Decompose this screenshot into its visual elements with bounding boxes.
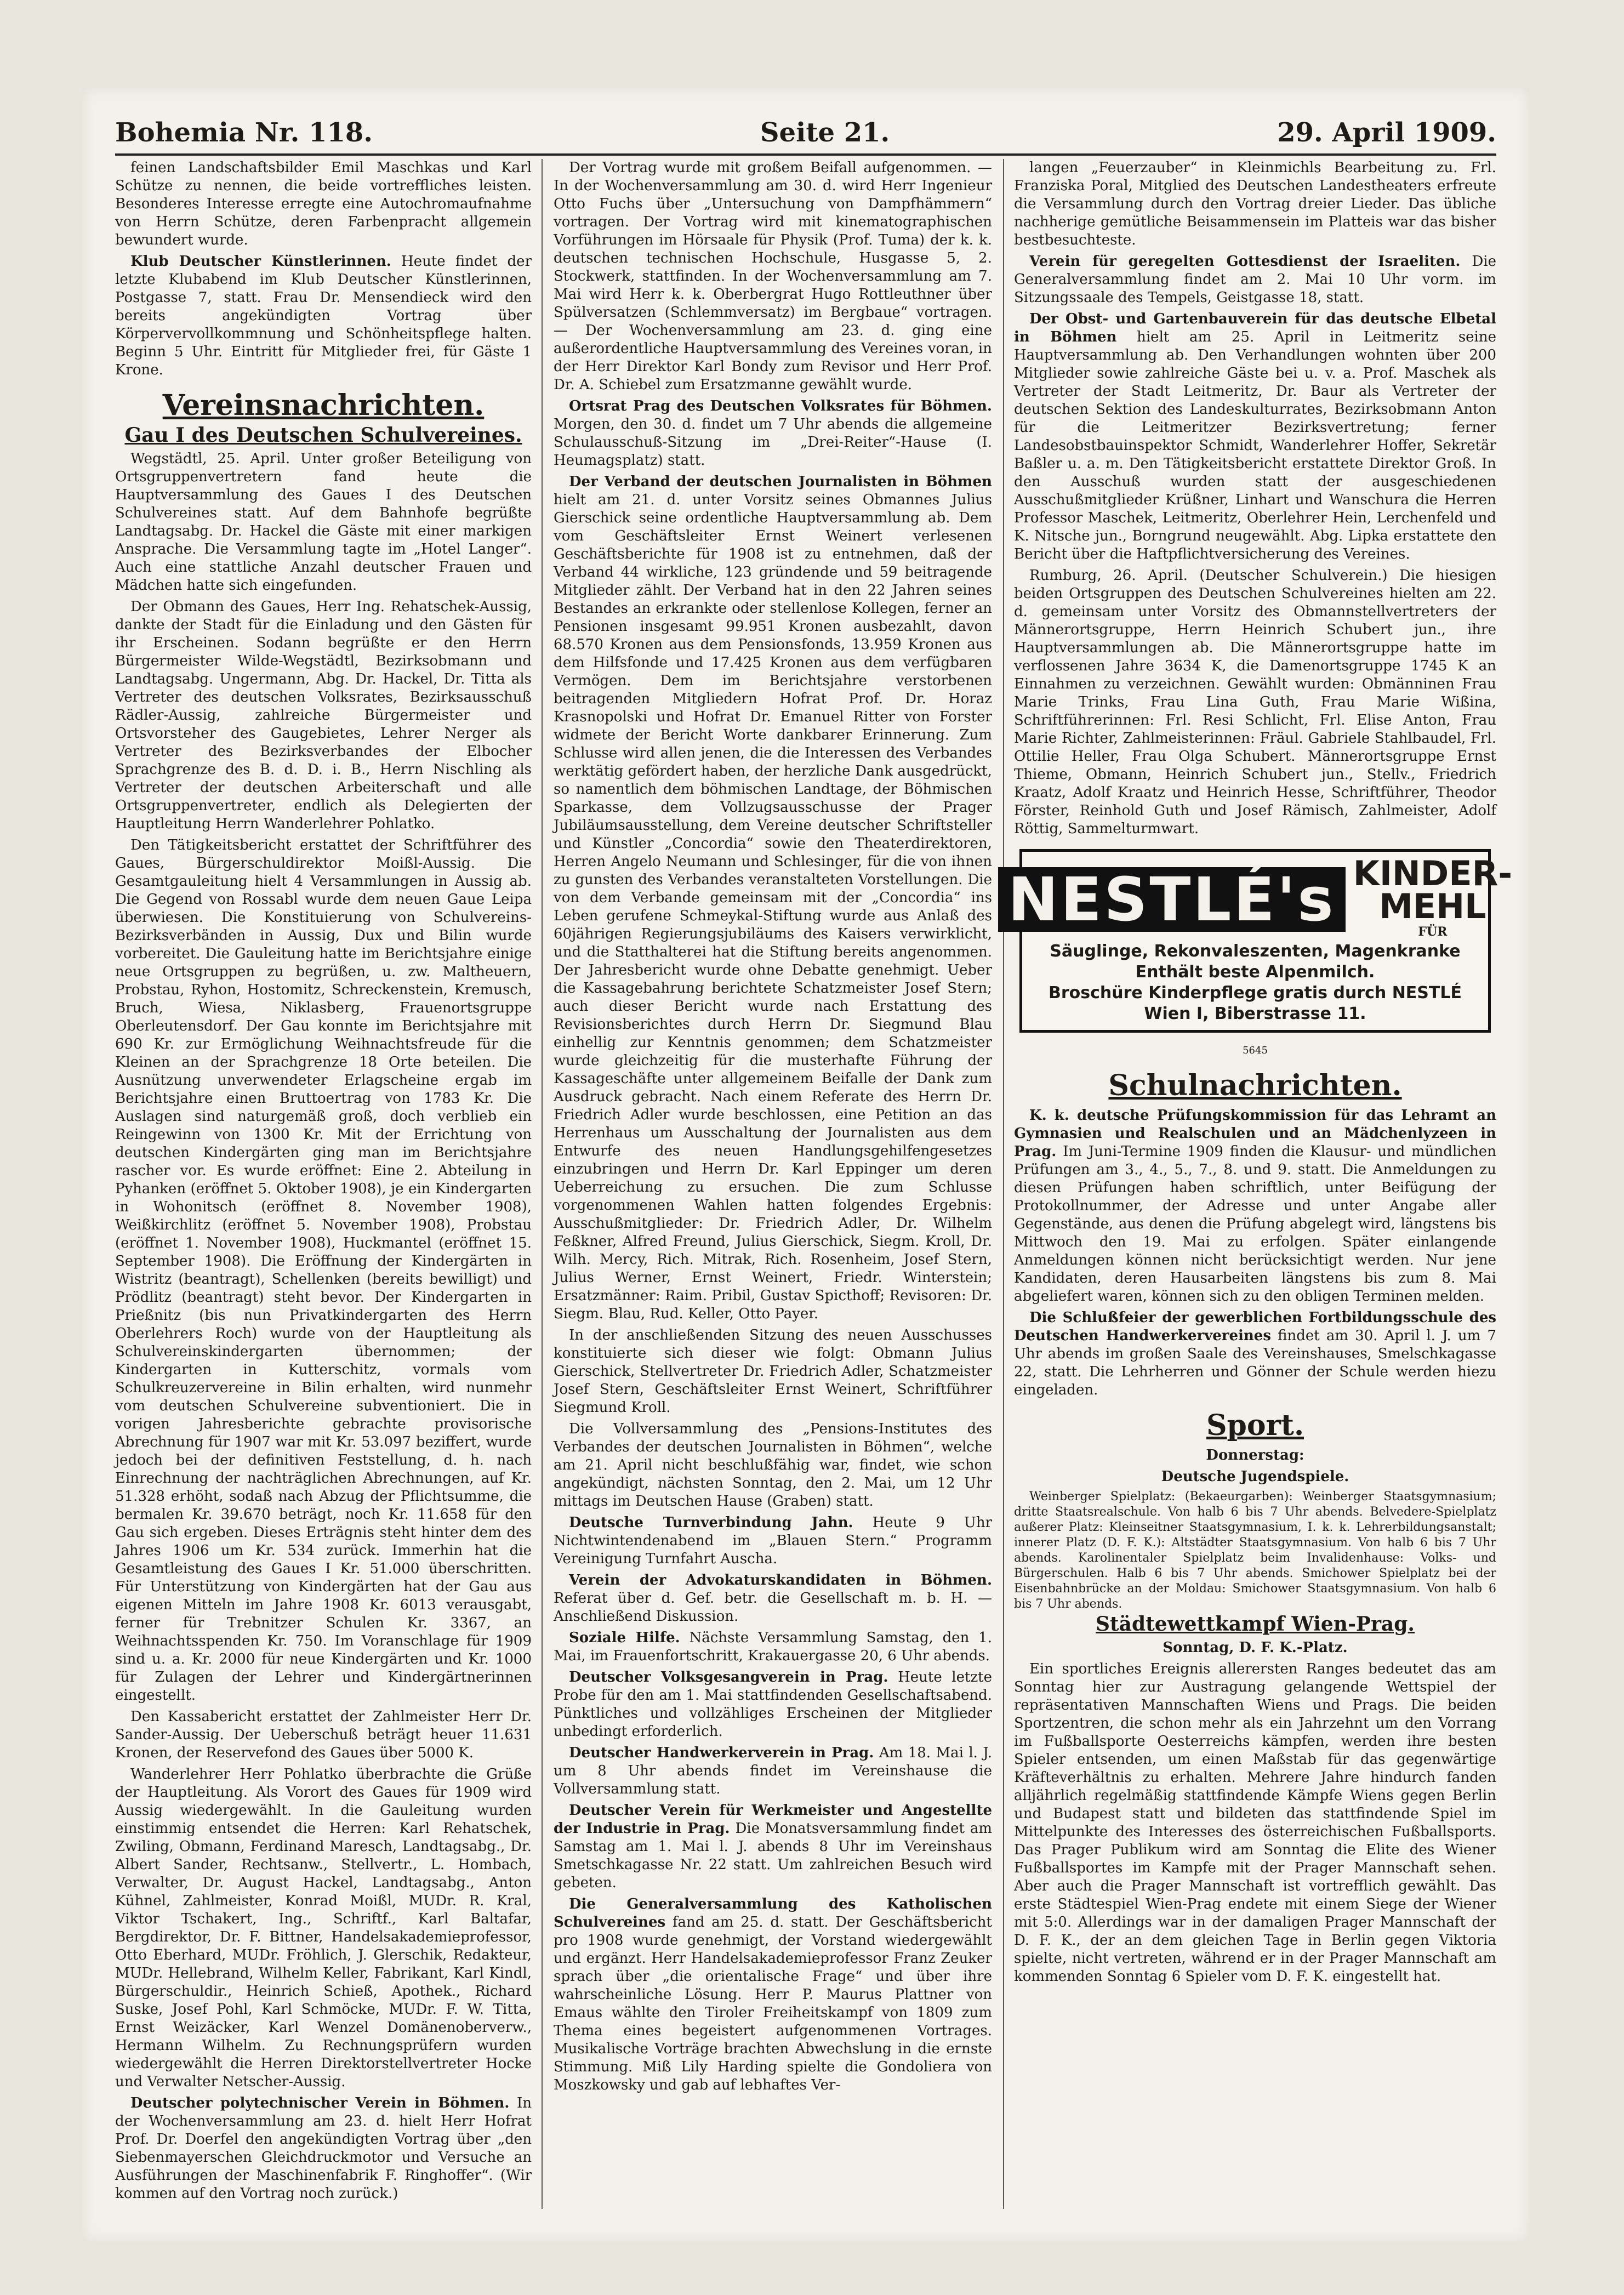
article-paragraph (554, 1629, 992, 1665)
article-paragraph (554, 1895, 992, 2094)
article-heading: Der Verband der deutschen Journalisten in Böhmen (569, 474, 992, 490)
article-text: Im Juni-Termine 1909 finden die Klausur- und mündlichen Prüfungen am 3., 4., 5., 7., 8. und 9. statt. Die Anmeldungen zu diesen Prüfungen haben schriftlich, unter Beifügung der Protokollnummer, der Adresse und unter Angabe aller Gegenstände, aus denen die Prüfung abgelegt wird, längstens bis Mittwoch den 19. Mai zu erfolgen. Später einlangende Anmeldungen können nicht berücksichtigt werden. Nur jene Kandidaten, deren Hausarbeiten längstens bis zum 8. Mai abgeliefert waren, können sich zu den obligen Terminen melden. (1014, 1143, 1497, 1305)
article-paragraph (1014, 253, 1496, 307)
article-heading: Deutscher Volksgesangverein in Prag. (569, 1669, 888, 1685)
article-paragraph (554, 397, 992, 470)
article-heading: Deutsche Turnverbindung Jahn. (569, 1514, 853, 1531)
column-rule (1003, 159, 1004, 2209)
column-1 (115, 159, 532, 2209)
header-date: 29. April 1909. (1277, 117, 1496, 148)
nestle-advertisement (1007, 849, 1513, 1033)
article-heading: Deutscher Handwerkerverein in Prag. (569, 1745, 874, 1761)
article-paragraph (1014, 310, 1496, 563)
article-text: Den Kassabericht erstattet der Zahlmeister Herr Dr. Sander-Aussig. Der Ueberschuß beträgt heuer 11.631 Kronen, der Reservefond des Gaues über 5000 K. (115, 1709, 532, 1761)
ad-line: Broschüre Kinderpflege gratis durch NESTLÉ (1049, 983, 1462, 1003)
ad-line: Säuglinge, Rekonvaleszenten, Magenkranke (1050, 942, 1461, 961)
ad-line: Enthält beste Alpenmilch. (1135, 963, 1375, 982)
article-paragraph (115, 253, 532, 379)
article-text: Rumburg, 26. April. (Deutscher Schulverein.) Die hiesigen beiden Ortsgruppen des Deutschen Schulvereines hielten am 22. d. gemeinsam unter Vorsitz des Obmannstellvertreters der Männerortsgruppe, Herrn Heinrich Schubert jun., ihre Hauptversammlungen ab. Die Männerortsgruppe hatte im verflossenen Jahre 3634 K, die Damenortsgruppe 1745 K an Einnahmen zu verzeichnen. Gewählt wurden: Obmänninen Frau Marie Trinks, Frau Lina Guth, Frau Marie Wißina, Schriftführerinnen: Frl. Resi Schlicht, Frl. Elise Anton, Frau Marie Richter, Zahlmeisterinnen: Fräul. Gabriele Stahlbaudel, Frl. Ottilie Heller, Frau Olga Schubert. Männerortsgruppe Ernst Thieme, Obmann, Heinrich Schubert jun., Stellv., Friedrich Kraatz, Adolf Kraatz und Heinrich Hesse, Schriftführer, Theodor Förster, Reinhold Guth und Josef Rämisch, Zahlmeister, Adolf Röttig, Sammelturmwart. (1014, 567, 1496, 837)
section-title: Vereinsnachrichten. (162, 389, 485, 422)
article-heading: K. k. deutsche Prüfungskommission für das Lehramt an Gymnasien und Realschulen und an Mädchenlyzeen in Prag. (1014, 1107, 1496, 1160)
column-3 (1007, 159, 1513, 2209)
article-heading: Deutscher polytechnischer Verein in Böhmen. (130, 2095, 510, 2111)
newspaper-page (82, 88, 1529, 2242)
article-text: fand am 25. d. statt. Der Geschäftsbericht pro 1908 wurde genehmigt, der Vorstand wiedergewählt und ergänzt. Herr Handelsakademieprofessor Franz Zeuker sprach über „die orientalische Frage“ und über ihre wahrscheinliche Lösung. Herr P. Maurus Plattner von Emaus wählte den Tiroler Freiheitskampf von 1809 zum Thema eines begeistert aufgenommenen Vortrages. Musikalische Vorträge brachten Abwechslung in die ernste Stimmung. Miß Lily Harding spielte die Gondoliera von Moszkowsky und gab auf lebhaftes Ver- (554, 1914, 992, 2093)
article-text: Morgen, den 30. d. findet um 7 Uhr abends die allgemeine Schulausschuß-Sitzung im „Drei-Reiter“-Hause (I. Heumagsplatz) statt. (554, 416, 992, 469)
sport-schedule: Weinberger Spielplatz: (Bekaeurgarben): Weinberger Staatsgymnasium; dritte Staatsrealschule. Von halb 6 bis 7 Uhr abends. Belvedere-Spielplatz außerer Platz: Kleinseitner Staatsgymnasium, I. k. k. Lehrerbildungsanstalt; innerer Platz (D. F. K.): Altstädter Staatsgymnasium. Von halb 6 bis 7 Uhr abends. Karolinentaler Spielplatz beim Invalidenhause: Volks- und Bürgerschulen. Halb 6 bis 7 Uhr abends. Smichower Spielplatz bei der Eisenbahnbrücke an der Moldau: Smichower Staatsgymnasium. Von halb 6 bis 7 Uhr abends. (1014, 1490, 1496, 1611)
article-text: Den Tätigkeitsbericht erstattet der Schriftführer des Gaues, Bürgerschuldirektor Moißl-Aussig. Die Gesamtgauleitung hielt 4 Versammlungen in Aussig ab. Die Gegend von Rossabl wurde dem neuen Gaue Leipa überwiesen. Die Konstituierung von Schulvereins-Bezirksverbänden in Aussig, Dux und Bilin wurde vorbereitet. Die Gauleitung hatte im Berichtsjahre einige neue Ortsgruppen zu begrüßen, u. zw. Maltheuern, Probstau, Ryhon, Hostomitz, Schreckenstein, Kremusch, Bruch, Wiesa, Niklasberg, Frauenortsgruppe Oberleutensdorf. Der Gau konnte im Berichtsjahre mit 690 Kr. zur Ermöglichung Weihnachtsfreude für die Kleinen an der Sprachgrenze 18 Orte beteilen. Die Ausnützung unverwendeter Erlagscheine ergab im Berichtsjahre einen Bruttoertrag von 1783 Kr. Die Auslagen sind naturgemäß groß, doch verblieb ein Reingewinn von 1300 Kr. Mit der Errichtung von deutschen Kindergärten ging man im Berichtsjahre rascher vor. Es wurde eröffnet: Eine 2. Abteilung in Pyhanken (eröffnet 5. Oktober 1908), je ein Kindergarten in Wohonitsch (eröffnet 8. November 1908), Weißkirchlitz (eröffnet 5. November 1908), Probstau (eröffnet 1. November 1908), Huckmantel (eröffnet 15. September 1908). Die Eröffnung der Kindergärten in Wistritz (beantragt), Schellenken (bereits bewilligt) und Prödlitz (beantragt) steht bevor. Der Kindergarten in Prießnitz (bis nun Privatkindergarten des Herrn Oberlehrers Roch) wurde von der Hauptleitung als Schulvereinskindergarten übernommen; der Kindergarten in Kutterschitz, vormals vom Schulkreuzervereine in Bilin erhalten, wird nunmehr vom deutschen Schulvereine subventioniert. Die in vorigen Jahresberichte gebrachte provisorische Abrechnung für 1907 war mit Kr. 53.097 beziffert, wurde jedoch bei der definitiven Feststellung, d. h. nach Einrechnung der nachträglichen Abrechnungen, auf Kr. 51.328 erhöht, sodaß nach Abzug der Pflichtsumme, die bermalen Kr. 39.670 beträgt, noch Kr. 11.658 für den Gau sich ergeben. Dieses Erträgnis steht hinter dem des Jahres 1906 um Kr. 534 zurück. Immerhin hat die Gesamtleistung des Gaues I Kr. 51.000 überschritten. Für Unterstützung von Kindergärten hat der Gau aus eigenen Mitteln im Jahre 1908 Kr. 6013 verausgabt, ferner für Trebnitzer Schulen Kr. 3367, an Weihnachtsspenden Kr. 750. Im Voranschlage für 1909 sind u. a. Kr. 2000 für neue Kindergärten und Kr. 1000 für Zulagen der Lehrer und Kindergärtnerinnen eingestellt. (115, 837, 532, 1704)
article-heading: Der Obst- und Gartenbauverein für das deutsche Elbetal in Böhmen (1014, 311, 1496, 345)
article-paragraph (1014, 1107, 1496, 1306)
ad-line: Wien I, Biberstrasse 11. (1144, 1004, 1366, 1023)
column-rule (542, 159, 543, 2209)
article-text: hielt am 25. April in Leitmeritz seine Hauptversammlung ab. Den Verhandlungen wohnten über 200 Mitglieder sowie zahlreiche Gäste bei u. v. a. Prof. Maschek als Vertreter der Stadt Leitmeritz, Dr. Baur als Vertreter der deutschen Sektion des Landeskulturrates, Bezirksobmann Anton für die Leitmeritzer Bezirksvertretung; ferner Landesobstbauinspektor Schmidt, Wanderlehrer Hoffer, Sekretär Baßler u. a. m. Den Tätigkeitsbericht erstattete Direktor Groß. In den Ausschuß wurden statt der ausgeschiedenen Ausschußmitglieder Krüßner, Linhart und Wanschura die Herren Professor Maschek, Leitmeritz, Oberlehrer Hein, Lerchenfeld und K. Nitsche jun., Borngrund neugewählt. Abg. Lipka erstattete den Bericht über die Haftpflichtversicherung des Vereines. (1014, 329, 1496, 562)
article-text: Der Vortrag wurde mit großem Beifall aufgenommen. — In der Wochenversammlung am 30. d. wird Herr Ingenieur Otto Fuchs über „Untersuchung von Dampfhämmern“ vortragen. Der Vortrag wird mit kinematographischen Vorführungen im Hörsaale für Physik (Prof. Tuma) der k. k. deutschen technischen Hochschule, Husgasse 5, 2. Stockwerk, stattfinden. In der Wochenversammlung am 7. Mai wird Herr k. k. Oberbergrat Hugo Rottleuthner über Spülversatzen (Schlemmversatz) im Bergbaue“ vortragen. — Der Wochenversammlung am 23. d. ging eine außerordentliche Hauptversammlung des Vereines voran, in der Herr Direktor Karl Bondy zum Revisor und Herr Prof. Dr. A. Schiebel zum Ersatzmanne gewählt wurde. (554, 160, 992, 393)
article-text: Nächste Versammlung Samstag, den 1. Mai, im Frauenfortschritt, Krakauergasse 20, 6 Uhr abends. (554, 1630, 992, 1664)
article-heading: Ortsrat Prag des Deutschen Volksrates für Böhmen. (569, 398, 992, 414)
column-2 (554, 159, 992, 2209)
ad-fuer: FÜR (1418, 925, 1448, 939)
ad-code: 5645 (1243, 1045, 1268, 1056)
sport-day: Donnerstag: (1206, 1447, 1304, 1463)
ad-product-line1: KINDER- (1353, 853, 1513, 893)
article-paragraph (554, 1514, 992, 1568)
header-page: Seite 21. (760, 117, 890, 148)
article-text: Die Generalversammlung findet am 2. Mai 10 Uhr vorm. im Sitzungssaale des Tempels, Geistgasse 18, statt. (1014, 253, 1496, 306)
header-issue: Bohemia Nr. 118. (115, 117, 373, 148)
article-text: Wanderlehrer Herr Pohlatko überbrachte die Grüße der Hauptleitung. Als Vorort des Gaues für 1909 wird Aussig wiedergewählt. In die Gauleitung wurden einstimmig entsendet die Herren: Karl Rehatschek, Zwiling, Obmann, Ferdinand Maresch, Landtagsabg., Dr. Albert Sander, Rechtsanw., Stellvertr., L. Hombach, Verwalter, Dr. August Hackel, Landtagsabg., Anton Kühnel, Zahlmeister, Konrad Moißl, MUDr. R. Kral, Viktor Tschakert, Ing., Schriftf., Karl Baltafar, Bergdirektor, Dr. F. Bittner, Handelsakademieprofessor, Otto Eberhard, MUDr. Fröhlich, J. Glerschik, Redakteur, MUDr. Hellebrand, Wilhelm Keller, Fabrikant, Karl Kindl, Bürgerschuldir., Heinrich Schieß, Apothek., Richard Suske, Josef Pohl, Karl Schmöcke, MUDr. F. W. Titta, Ernst Weizäcker, Karl Wenzel Domänenoberverw., Hermann Wilhelm. Zu Rechnungsprüfern wurden wiedergewählt die Herren Direktorstellvertreter Hocke und Verwalter Netscher-Aussig. (115, 1766, 532, 2090)
article-text: Heute 9 Uhr Nichtwintendenabend im „Blauen Stern.“ Programm Vereinigung Turnfahrt Auscha. (554, 1514, 993, 1567)
article-paragraph (554, 473, 992, 1323)
article-text: Am 18. Mai l. J. um 8 Uhr abends findet im Vereinshause die Vollversammlung statt. (554, 1745, 993, 1797)
ad-brand: NESTLÉ's (998, 867, 1346, 932)
page-header (115, 104, 1496, 156)
article-paragraph (554, 1744, 992, 1798)
article-text: Der Obmann des Gaues, Herr Ing. Rehatschek-Aussig, dankte der Stadt für die Einladung und den Gästen für ihr Erscheinen. Sodann begrüßte er den Herrn Bürgermeister Wilde-Wegstädtl, Bezirksobmann und Landtagsabg. Ungermann, Abg. Dr. Hackel, Dr. Titta als Vertreter des deutschen Volksrates, Bezirksausschuß Rädler-Aussig, zahlreiche Bürgermeister und Ortsvorsteher des Gaugebietes, Lehrer Nerger als Vertreter des Bezirksverbandes der Elbocher Sprachgrenze des B. d. D. i. B., Herrn Nischling als Vertreter der deutschen Arbeiterschaft und alle Ortsgruppenvertreter, endlich als Delegierten der Hauptleitung Herrn Wanderlehrer Pohlatko. (115, 599, 532, 832)
article-text: feinen Landschaftsbilder Emil Maschkas und Karl Schütze zu nennen, die beide vortreffliches leisten. Besonderes Interesse erregte eine Autochromaufnahme von Herrn Schütze, deren Farbenpracht allgemein bewundert wurde. (115, 160, 532, 248)
section-title: Schulnachrichten. (1108, 1069, 1402, 1102)
article-text: Wegstädtl, 25. April. Unter großer Beteiligung von Ortsgruppenvertretern fand heute die Hauptversammlung des Gaues I des Deutschen Schulvereines statt. Auf dem Bahnhofe begrüßte Landtagsabg. Dr. Hackel die Gäste mit einer markigen Ansprache. Die Versammlung tagte im „Hotel Langer“. Auch eine stattliche Anzahl deutscher Frauen und Mädchen hatte sich eingefunden. (115, 451, 532, 594)
article-text: Heute letzte Probe für den am 1. Mai stattfindenden Gesellschaftsabend. Pünktliches und vollzähliges Erscheinen der Mitglieder unbedingt erforderlich. (554, 1669, 992, 1740)
event-subtitle: Sonntag, D. F. K.-Platz. (1163, 1639, 1348, 1656)
article-text: Referat über d. Gef. betr. die Gesellschaft m. b. H. — Anschließend Diskussion. (554, 1590, 992, 1625)
article-heading: Soziale Hilfe. (569, 1630, 680, 1646)
article-paragraph (554, 1571, 992, 1626)
article-paragraph (1014, 1309, 1496, 1399)
article-paragraph (554, 1668, 992, 1741)
article-text: In der Wochenversammlung am 23. d. hielt Herr Hofrat Prof. Dr. Doerfel den angekündigten Vortrag über „den Siebenmayerschen Gleichdruckmotor und Versuche an Ausführungen der Maschinenfabrik F. Ringhoffer“. (Wir kommen auf den Vortrag noch zurück.) (115, 2095, 532, 2202)
article-heading: Die Schlußfeier der gewerblichen Fortbildungsschule des Deutschen Handwerkervereines (1014, 1309, 1496, 1344)
article-text: Die Vollversammlung des „Pensions-Institutes des Verbandes der deutschen Journalisten in Böhmen“, welche am 21. April nicht beschlußfähig war, findet, wie schon angekündigt, nächsten Sonntag, den 2. Mai, um 12 Uhr mittags im Deutschen Hause (Graben) statt. (554, 1421, 992, 1510)
article-text: Die Monatsversammlung findet am Samstag am 1. Mai l. J. abends 8 Uhr im Vereinshaus Smetschkagasse Nr. 22 statt. Um zahlreichen Besuch wird gebeten. (554, 1820, 993, 1891)
article-text: langen „Feuerzauber“ in Kleinmichls Bearbeitung zu. Frl. Franziska Poral, Mitglied des Deutschen Landestheaters erfreute die Versammlung durch den Vortrag dreier Lieder. Das übliche nachherige gemütliche Beisammensein im Platteis war das bisher bestbesuchteste. (1014, 160, 1496, 248)
article-text: hielt am 21. d. unter Vorsitz seines Obmannes Julius Gierschick seine ordentliche Hauptversammlung ab. Dem vom Geschäftsleiter Ernst Weinert verlesenen Geschäftsberichte für 1908 ist zu entnehmen, daß der Verband 44 wirkliche, 123 gründende und 59 beitragende Mitglieder zählt. Der Verband hat in den 22 Jahren seines Bestandes an erkrankte oder stellenlose Kollegen, ferner an Pensionen insgesamt 99.951 Kronen ausbezahlt, davon 68.570 Kronen aus dem Pensionsfonds, 13.959 Kronen aus dem Hilfsfonde und 17.425 Kronen aus dem verfügbaren Vermögen. Dem im Berichtsjahre verstorbenen beitragenden Mitgliedern Hofrat Prof. Dr. Horaz Krasnopolski und Hofrat Dr. Emanuel Ritter von Forster widmete der Bericht Worte dankbarer Erinnerung. Zum Schlusse wird allen jenen, die die Interessen des Verbandes werktätig gefördert haben, der herzliche Dank ausgedrückt, so namentlich dem böhmischen Landtage, der Böhmischen Sparkasse, dem Vollzugsausschusse der Prager Jubiläumsausstellung, dem Vereine deutscher Schriftsteller und Künstler „Concordia“ sowie den Theaterdirektoren, Herren Angelo Neumann und Schlesinger, für die von ihnen zu gunsten des Verbandes veranstalteten Vorstellungen. Die von dem Verbande gemeinsam mit der „Concordia“ ins Leben gerufene Schmeykal-Stiftung wurde aus Anlaß des 60jährigen Regierungsjubiläums des Kaisers verwirklicht, und die Statthalterei hat die Stiftung bereits angenommen. Der Jahresbericht wurde ohne Debatte genehmigt. Ueber die Kassagebahrung berichtete Schatzmeister Josef Stern; auch dieser Bericht wurde nach Erstattung des Revisionsberichtes durch Herrn Dr. Siegmund Blau einhellig zur Kenntnis genommen; dem Schatzmeister wurde gleichzeitig für die musterhafte Führung der Kassageschäfte unter allgemeinem Beifalle der Dank zum Ausdruck gebracht. Nach einem Referate des Herrn Dr. Friedrich Adler wurde beschlossen, eine Petition an das Herrenhaus um Ausschaltung der Journalisten aus dem Entwurfe des neuen Handlungsgehilfengesetzes einzubringen und Herrn Dr. Karl Eppinger um deren Ueberreichung zu ersuchen. Die zum Schlusse vorgenommenen Wahlen hatten folgendes Ergebnis: Ausschußmitglieder: Dr. Friedrich Adler, Dr. Wilhelm Feßkner, Alfred Freund, Julius Gierschick, Siegm. Kroll, Dr. Wilh. Mercy, Rich. Mitrak, Rich. Rosenheim, Josef Stern, Julius Werner, Ernst Weinert, Friedr. Winterstein; Ersatzmänner: Raim. Pribil, Gustav Spicthoff; Revisoren: Dr. Siegm. Blau, Rud. Keller, Otto Payer. (554, 492, 992, 1322)
article-heading: Klub Deutscher Künstlerinnen. (130, 253, 391, 270)
article-heading: Die Generalversammlung des Katholischen Schulvereines (554, 1896, 992, 1930)
subsection-title: Gau I des Deutschen Schulvereines. (124, 424, 522, 447)
ad-product-line2: MEHL (1379, 886, 1486, 926)
section-title: Sport. (1206, 1409, 1304, 1442)
article-heading: Deutscher Verein für Werkmeister und Angestellte der Industrie in Prag. (554, 1802, 992, 1837)
ad-product (1353, 853, 1513, 941)
article-paragraph (115, 2094, 532, 2203)
article-paragraph (554, 1802, 992, 1892)
article-text: findet am 30. April l. J. um 7 Uhr abends im großen Saale des Vereinshauses, Smelschkagasse 22, statt. Die Lehrherren und Gönner der Schule werden hiezu eingeladen. (1014, 1328, 1497, 1398)
article-text: Ein sportliches Ereignis allerersten Ranges bedeutet das am Sonntag hier zur Austragung gelangende Wettspiel der repräsentativen Mannschaften Wiens und Prags. Die beiden Sportzentren, die schon mehr als ein Jahrzehnt um den Vorrang im Fußballsporte Oesterreichs kämpfen, werden ihre besten Spieler entsenden, um einen Maßstab für das gegenwärtige Kräfteverhältnis zu erhalten. Mehrere Jahre hindurch fanden alljährlich regelmäßig stattfindende Kämpfe Wiens gegen Berlin und Budapest statt und bildeten das stattfindende Spiel im Mittelpunkte des Interesses des österreichischen Fußballsports. Das Prager Publikum wird am Sonntag die Elite des Wiener Fußballsportes im Kampfe mit der Prager Mannschaft sehen. Aber auch die Prager Mannschaft ist vortrefflich gewählt. Das erste Städtespiel Wien-Prag endete mit einem Siege der Wiener mit 5:0. Allerdings war in der damaligen Prager Mannschaft der D. F. K., der an dem gleichen Tage in Berlin gegen Viktoria spielte, nicht vertreten, während er in der Prager Mannschaft am kommenden Sonntag 6 Spieler vom D. F. K. eingestellt hat. (1014, 1661, 1496, 1985)
article-text: In der anschließenden Sitzung des neuen Ausschusses konstituierte sich dieser wie folgt: Obmann Julius Gierschick, Stellvertreter Dr. Friedrich Adler, Schatzmeister Josef Stern, Geschäftsleiter Ernst Weinert, Schriftführer Siegmund Kroll. (554, 1327, 992, 1416)
subsection-title: Städtewettkampf Wien-Prag. (1096, 1613, 1415, 1636)
article-heading: Verein der Advokaturskandidaten in Böhmen. (569, 1572, 992, 1588)
ad-banner (1007, 853, 1513, 941)
article-heading: Verein für geregelten Gottesdienst der Israeliten. (1029, 253, 1461, 270)
article-text: Heute findet der letzte Klubabend im Klub Deutscher Künstlerinnen, Postgasse 7, statt. Frau Dr. Mensendieck wird den bereits angekündigten Vortrag über Körpervervollkommnung und Schönheitspflege halten. Beginn 5 Uhr. Eintritt für Mitglieder frei, für Gäste 1 Krone. (115, 253, 532, 378)
sport-subtitle: Deutsche Jugendspiele. (1161, 1468, 1349, 1485)
